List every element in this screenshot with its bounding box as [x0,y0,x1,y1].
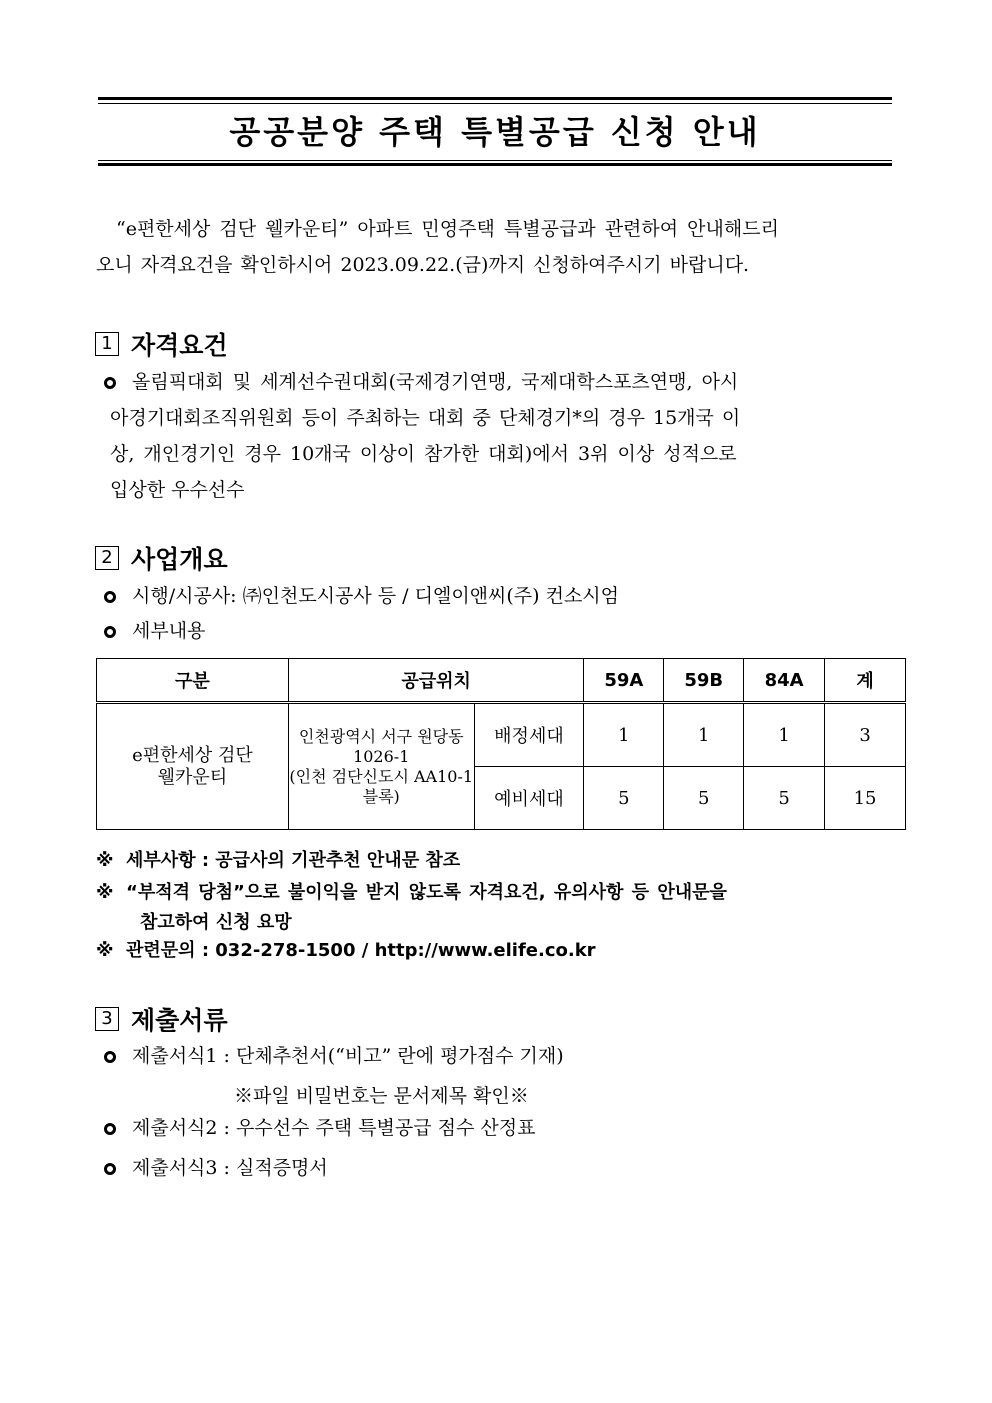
intro-paragraph [96,211,898,283]
section-label: 사업개요 [131,545,228,574]
section-label: 제출서류 [131,1006,228,1035]
location-line: 블록) [362,786,400,806]
note-text: 관련문의 : 032-278-1500 / http://www.elife.co.kr [126,940,596,961]
bullet-circle-icon [104,591,116,603]
location-line: (인천 검단신도시 AA10-1 [289,766,474,786]
row-type: 배정세대 [474,703,584,767]
intro-line-2: 오니 자격요건을 확인하시어 2023.09.22.(금)까지 신청하여주시기 바랍니다. [96,254,750,276]
note-details [96,846,460,876]
cell-59b: 5 [664,767,744,830]
title-top-rule-thin [98,103,892,104]
location-cell [288,703,474,830]
form-text: 제출서식2 : 우수선수 주택 특별공급 점수 산정표 [132,1117,536,1139]
complex-name-cell [97,703,289,830]
location-line: 1026-1 [353,746,410,766]
section-3-heading [95,1004,228,1034]
cell-84a: 1 [744,703,825,767]
header-location: 공급위치 [288,659,583,703]
header-59b: 59B [664,659,744,703]
section-number: 1 [95,332,119,356]
header-84a: 84A [744,659,825,703]
qualification-line: 입상한 우수선수 [110,479,245,501]
qualification-line: 상, 개인경기인 경우 10개국 이상이 참가한 대회)에서 3위 이상 성적으로 [110,443,737,465]
cell-59b: 1 [664,703,744,767]
bullet-circle-icon [104,1163,116,1175]
bullet-circle-icon [104,626,116,638]
document-title: 공공분양 주택 특별공급 신청 안내 [229,113,761,151]
note-mark: ※ [96,940,114,961]
cell-total: 3 [825,703,906,767]
title-bottom-rule [98,163,892,166]
note-text-cont: 참고하여 신청 요망 [140,912,292,933]
title-block [98,97,892,167]
title-top-rule [98,97,892,100]
qualification-line: 아경기대회조직위원회 등이 주최하는 대회 중 단체경기*의 경우 15개국 이 [110,407,741,429]
note-warning [96,878,900,938]
form-text: 제출서식1 : 단체추천서(“비고” 란에 평가점수 기재) [132,1045,564,1067]
qualification-line [104,364,868,400]
intro-line-1: “e편한세상 검단 웰카운티” 아파트 민영주택 특별공급과 관련하여 안내해드리 [116,218,779,240]
location-line: 인천광역시 서구 원당동 [298,726,464,746]
cell-59a: 1 [584,703,664,767]
note-mark: ※ [96,882,114,903]
form-item-3 [104,1150,328,1186]
section-1-heading [95,329,228,359]
section-1-body [104,364,868,508]
cell-84a: 5 [744,767,825,830]
header-59a: 59A [584,659,664,703]
complex-name: e편한세상 검단 웰카운티 [132,744,253,788]
password-note: ※파일 비밀번호는 문서제목 확인※ [234,1085,529,1107]
section-number: 2 [95,546,119,570]
form-text: 제출서식3 : 실적증명서 [132,1157,328,1179]
note-text: 세부사항 : 공급사의 기관추천 안내문 참조 [126,850,461,871]
developer-text: 시행/시공사: ㈜인천도시공사 등 / 디엘이앤씨(주) 컨소시엄 [132,585,620,607]
cell-59a: 5 [584,767,664,830]
row-type: 예비세대 [474,767,584,830]
note-text: “부적격 당첨”으로 불이익을 받지 않도록 자격요건, 유의사항 등 안내문을 [126,882,727,903]
details-text: 세부내용 [132,620,206,642]
note-contact [96,936,596,966]
title-bottom-rule-thin [98,160,892,161]
qualification-text: 올림픽대회 및 세계선수권대회(국제경기연맹, 국제대학스포츠연맹, 아시 [132,371,739,393]
bullet-circle-icon [104,377,116,389]
form-item-1 [104,1038,564,1074]
cell-total: 15 [825,767,906,830]
note-mark: ※ [96,850,114,871]
form-item-2 [104,1110,535,1146]
section-label: 자격요건 [131,331,228,360]
supply-table [96,658,906,830]
bullet-circle-icon [104,1051,116,1063]
header-total: 계 [825,659,906,703]
table-row [97,703,906,767]
header-category: 구분 [97,659,289,703]
developer-item [104,578,619,614]
bullet-circle-icon [104,1123,116,1135]
details-item [104,613,205,649]
section-number: 3 [95,1007,119,1031]
table-header-row [97,659,906,703]
section-2-heading [95,543,228,573]
